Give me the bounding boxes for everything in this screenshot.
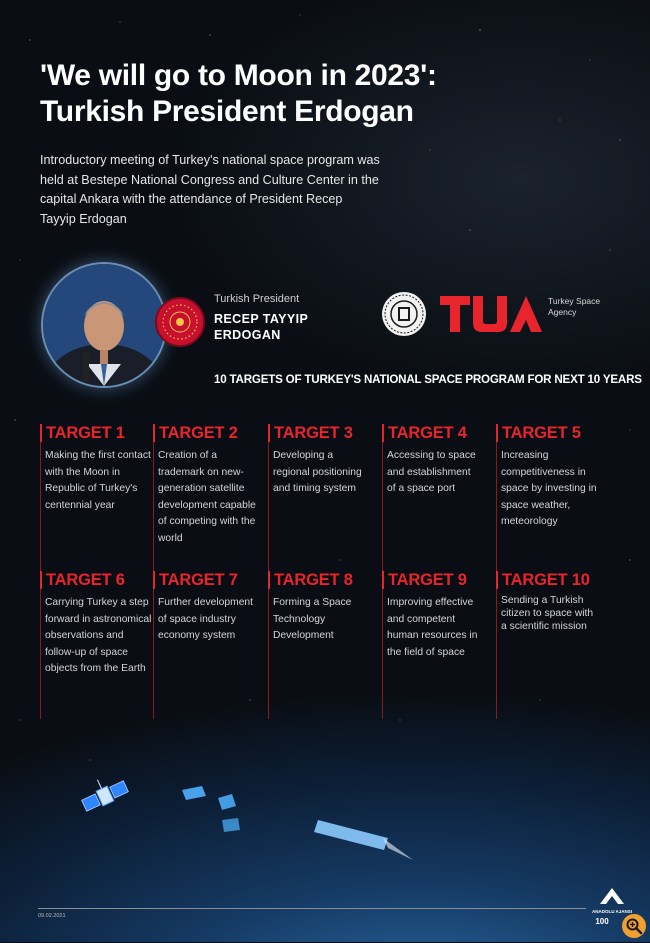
target-title: TARGET 6	[40, 571, 152, 589]
agency-label-line-1: Turkey Space	[548, 296, 601, 306]
target-card	[268, 424, 368, 498]
agency-label-line-2: Agency	[548, 307, 577, 317]
presidential-seal-icon	[155, 297, 205, 347]
target-title: TARGET 3	[268, 424, 368, 442]
anniversary-mark: 100	[595, 917, 609, 926]
target-divider	[382, 442, 383, 572]
spacecraft-debris	[178, 780, 418, 880]
target-title: TARGET 9	[382, 571, 482, 589]
target-description: Further development of space industry economy system	[158, 597, 254, 641]
target-description: Sending a Turkish citizen to space with a scientific mission	[501, 595, 594, 633]
portrait-figure	[43, 264, 165, 386]
president-name-line-1: RECEP TAYYIP	[214, 312, 309, 326]
president-name-line-2: ERDOGAN	[214, 328, 281, 342]
target-card	[496, 571, 596, 634]
president-role: Turkish President	[214, 293, 300, 305]
section-title: 10 TARGETS OF TURKEY'S NATIONAL SPACE PROGRAM FOR NEXT 10 YEARS	[214, 373, 642, 386]
target-description: Improving effective and competent human resources in the field of space	[387, 597, 478, 658]
tua-logo	[440, 293, 545, 335]
target-card	[382, 571, 482, 661]
target-title: TARGET 1	[40, 424, 152, 442]
target-divider	[496, 442, 497, 572]
target-divider	[40, 589, 41, 719]
target-divider	[153, 589, 154, 719]
target-divider	[40, 442, 41, 572]
target-title: TARGET 2	[153, 424, 265, 442]
intro-text: Introductory meeting of Turkey's national space program was held at Bestepe National Congress and Culture Center in the capital Ankara with the attendance of President Recep Tayyip Erdogan	[40, 153, 380, 226]
president-portrait	[41, 262, 167, 388]
headline	[40, 58, 620, 130]
target-card	[153, 571, 253, 645]
target-title: TARGET 8	[268, 571, 368, 589]
target-card	[40, 571, 152, 678]
state-emblem-icon	[379, 289, 429, 339]
target-card	[40, 424, 152, 514]
target-description: Developing a regional positioning and timing system	[273, 450, 362, 494]
satellite-icon	[80, 768, 130, 824]
target-title: TARGET 10	[496, 571, 596, 589]
target-divider	[268, 589, 269, 719]
president-name	[214, 311, 334, 343]
target-title: TARGET 7	[153, 571, 253, 589]
zoom-icon[interactable]	[622, 914, 646, 938]
agency-label	[548, 296, 618, 318]
target-card	[268, 571, 368, 645]
target-card	[496, 424, 606, 531]
footer-divider	[38, 908, 586, 909]
target-description: Making the first contact with the Moon in Republic of Turkey's centennial year	[45, 450, 151, 511]
target-divider	[268, 442, 269, 572]
target-title: TARGET 5	[496, 424, 606, 442]
brand-name: ANADOLU AJANSI	[592, 909, 632, 914]
target-description: Creation of a trademark on new-generation satellite development capable of competing with the world	[158, 450, 256, 544]
target-card	[153, 424, 265, 547]
target-description: Increasing competitiveness in space by investing in space weather, meteorology	[501, 450, 597, 527]
headline-line-1: 'We will go to Moon in 2023':	[40, 59, 437, 92]
target-description: Forming a Space Technology Development	[273, 597, 352, 641]
target-card	[382, 424, 482, 498]
target-divider	[382, 589, 383, 719]
target-divider	[496, 589, 497, 719]
target-divider	[153, 442, 154, 572]
headline-line-2: Turkish President Erdogan	[40, 95, 414, 128]
target-description: Carrying Turkey a step forward in astronomical observations and follow-up of space objects from the Earth	[45, 597, 152, 674]
target-title: TARGET 4	[382, 424, 482, 442]
target-description: Accessing to space and establishment of a space port	[387, 450, 476, 494]
footer-date: 09.02.2021	[38, 913, 66, 919]
